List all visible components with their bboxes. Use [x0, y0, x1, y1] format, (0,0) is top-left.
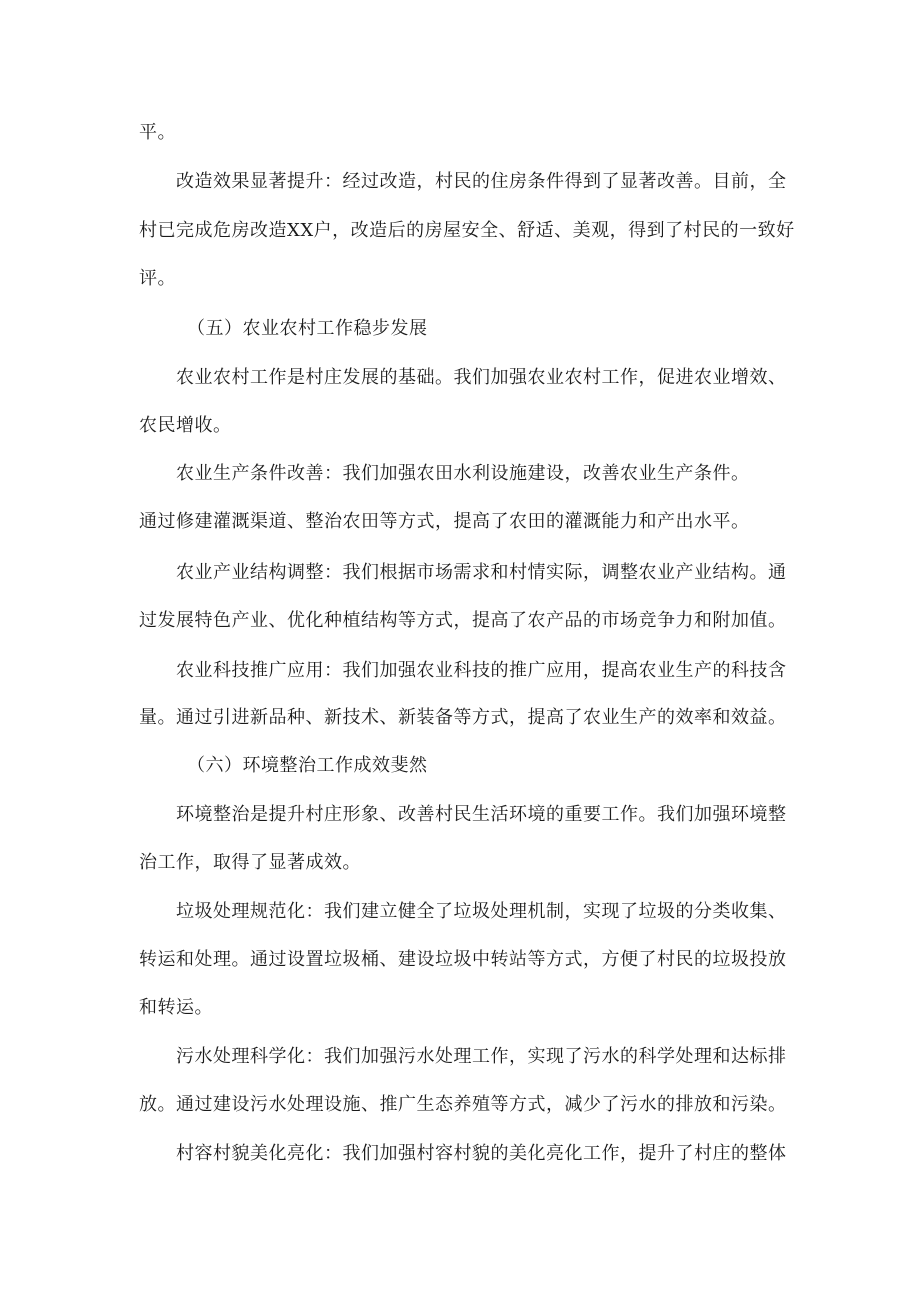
- text-line: 放。通过建设污水处理设施、推广生态养殖等方式，减少了污水的排放和污染。: [139, 1094, 787, 1115]
- text-line: 转运和处理。通过设置垃圾桶、建设垃圾中转站等方式，方便了村民的垃圾投放: [139, 949, 787, 970]
- text-line: 治工作，取得了显著成效。: [139, 852, 361, 873]
- section-heading: （五）农业农村工作稳步发展: [187, 318, 428, 339]
- text-line: 量。通过引进新品种、新技术、新装备等方式，提高了农业生产的效率和效益。: [139, 707, 787, 728]
- text-line: 农民增收。: [139, 415, 232, 436]
- text-line: 村已完成危房改造XX户，改造后的房屋安全、舒适、美观，得到了村民的一致好: [139, 220, 795, 241]
- paragraph-line: 农业生产条件改善：我们加强农田水利设施建设，改善农业生产条件。: [176, 463, 750, 484]
- paragraph-line: 垃圾处理规范化：我们建立健全了垃圾处理机制，实现了垃圾的分类收集、: [176, 901, 787, 922]
- paragraph-line: 村容村貌美化亮化：我们加强村容村貌的美化亮化工作，提升了村庄的整体: [176, 1143, 787, 1164]
- text-line: 过发展特色产业、优化种植结构等方式，提高了农产品的市场竞争力和附加值。: [139, 610, 787, 631]
- paragraph-line: 环境整治是提升村庄形象、改善村民生活环境的重要工作。我们加强环境整: [176, 804, 787, 825]
- text-line: 通过修建灌溉渠道、整治农田等方式，提高了农田的灌溉能力和产出水平。: [139, 511, 750, 532]
- text-line: 评。: [139, 268, 176, 289]
- paragraph-line: 农业农村工作是村庄发展的基础。我们加强农业农村工作，促进农业增效、: [176, 367, 787, 388]
- paragraph-line: 改造效果显著提升：经过改造，村民的住房条件得到了显著改善。目前，全: [176, 171, 787, 192]
- text-line: 平。: [139, 122, 176, 143]
- paragraph-line: 污水处理科学化：我们加强污水处理工作，实现了污水的科学处理和达标排: [176, 1046, 787, 1067]
- text-line: 和转运。: [139, 997, 213, 1018]
- paragraph-line: 农业科技推广应用：我们加强农业科技的推广应用，提高农业生产的科技含: [176, 660, 787, 681]
- paragraph-line: 农业产业结构调整：我们根据市场需求和村情实际，调整农业产业结构。通: [176, 562, 787, 583]
- section-heading: （六）环境整治工作成效斐然: [187, 755, 428, 776]
